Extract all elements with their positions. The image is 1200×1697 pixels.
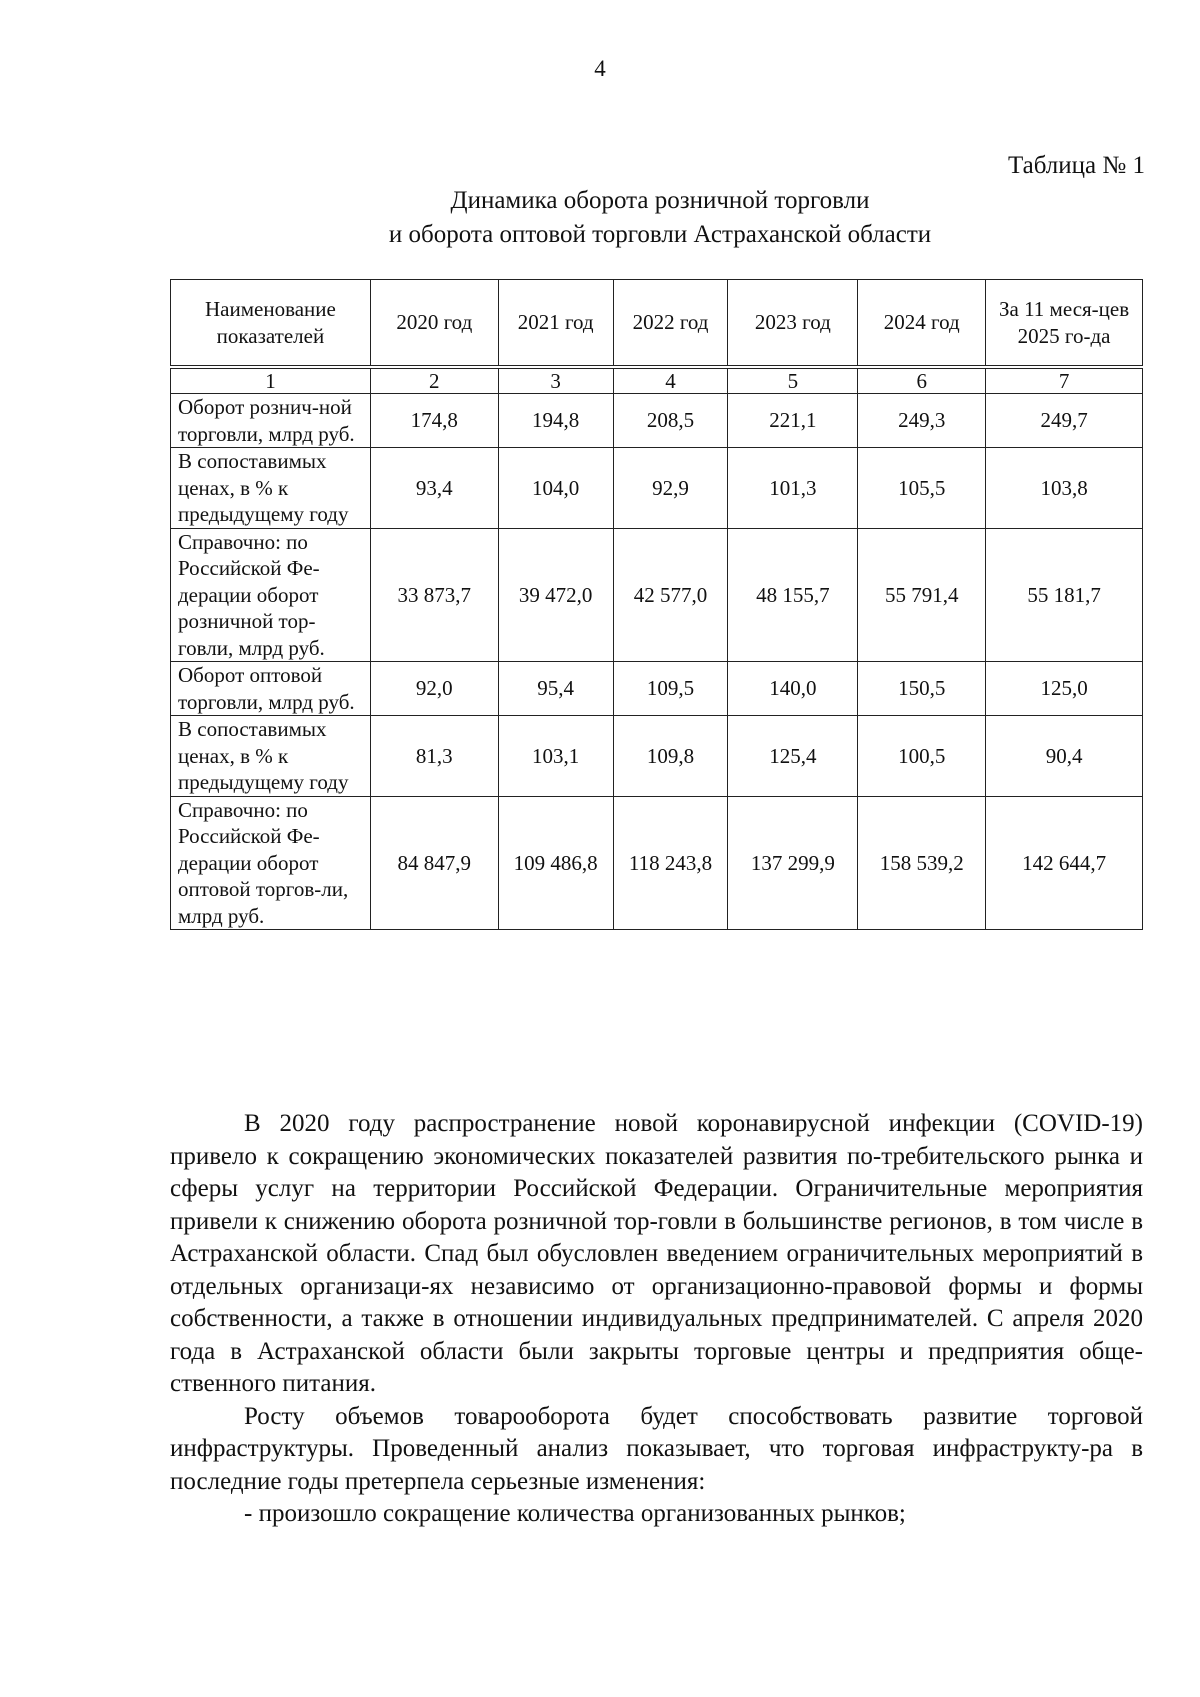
header-cell: 2022 год [613,280,728,368]
row-label: Оборот оптовой торговли, млрд руб. [171,662,371,716]
table-title-line1: Динамика оборота розничной торговли [450,187,870,214]
table-label: Таблица № 1 [1007,152,1145,179]
table-cell: 174,8 [370,394,498,448]
table-title-line2: и оборота оптовой торговли Астраханской области [388,221,932,248]
table-row [171,796,1143,930]
paragraph: В 2020 году распространение новой коронавирусной инфекции (COVID-19) привело к сокращению экономических показателей развития по-требительского рынка и сферы услуг на территории Российской Федерации. Ограничительные мероприятия привели к снижению оборота розничной тор-говли в большинстве регионов, в том числе в Астраханской области. Спад был обусловлен введением ограничительных мероприятий в отдельных организаци-ях независимо от организационно-правовой формы и формы собственности, а также в отношении индивидуальных предпринимателей. С апреля 2020 года в Астраханской области были закрыты торговые центры и предприятия обще-ственного питания. [170,1110,1143,1397]
table-cell: 249,7 [986,394,1143,448]
table-cell: 109 486,8 [498,796,613,930]
row-label: Справочно: по Российской Фе-дерации оборот оптовой торгов-ли, млрд руб. [171,796,371,930]
table-cell: 42 577,0 [613,528,728,662]
header-cell: 2020 год [370,280,498,368]
table-cell: 81,3 [370,716,498,797]
table-row [171,528,1143,662]
table-cell: 208,5 [613,394,728,448]
table-cell: 142 644,7 [986,796,1143,930]
table-row [171,662,1143,716]
header-cell: Наименование показателей [171,280,371,368]
table-cell: 137 299,9 [728,796,858,930]
column-number: 2 [370,367,498,394]
table-cell: 90,4 [986,716,1143,797]
table-cell: 109,5 [613,662,728,716]
table-cell: 33 873,7 [370,528,498,662]
column-number: 7 [986,367,1143,394]
header-cell: 2021 год [498,280,613,368]
table-cell: 125,4 [728,716,858,797]
column-number-row [171,367,1143,394]
table-cell: 95,4 [498,662,613,716]
table-row [171,394,1143,448]
column-number: 1 [171,367,371,394]
table-cell: 92,0 [370,662,498,716]
table-cell: 93,4 [370,448,498,529]
header-cell: 2024 год [858,280,986,368]
paragraph: Росту объемов товарооборота будет способствовать развитие торговой инфраструктуры. Проведенный анализ показывает, что торговая инфраструкту-ра в последние годы претерпела серьезные изменения: [170,1402,1143,1495]
table-cell: 100,5 [858,716,986,797]
table-title [0,184,1200,252]
table-row [171,716,1143,797]
table-cell: 249,3 [858,394,986,448]
table-header-row [171,280,1143,368]
table-cell: 103,1 [498,716,613,797]
data-table [170,279,1143,930]
table-cell: 150,5 [858,662,986,716]
body-text [170,1108,1143,1531]
table-cell: 39 472,0 [498,528,613,662]
header-cell: 2023 год [728,280,858,368]
table-cell: 158 539,2 [858,796,986,930]
table-cell: 55 791,4 [858,528,986,662]
row-label: Оборот рознич-ной торговли, млрд руб. [171,394,371,448]
table-cell: 92,9 [613,448,728,529]
row-label: В сопоставимых ценах, в % к предыдущему году [171,716,371,797]
column-number: 4 [613,367,728,394]
table-cell: 140,0 [728,662,858,716]
table-cell: 103,8 [986,448,1143,529]
table-cell: 125,0 [986,662,1143,716]
table-cell: 55 181,7 [986,528,1143,662]
page-number: 4 [594,56,606,81]
table-cell: 221,1 [728,394,858,448]
row-label: Справочно: по Российской Фе-дерации оборот розничной тор-говли, млрд руб. [171,528,371,662]
table-cell: 104,0 [498,448,613,529]
header-cell: За 11 меся-цев 2025 го-да [986,280,1143,368]
table-cell: 118 243,8 [613,796,728,930]
table-cell: 84 847,9 [370,796,498,930]
table-cell: 48 155,7 [728,528,858,662]
column-number: 3 [498,367,613,394]
table-cell: 109,8 [613,716,728,797]
table-cell: 194,8 [498,394,613,448]
row-label: В сопоставимых ценах, в % к предыдущему году [171,448,371,529]
column-number: 5 [728,367,858,394]
table-cell: 101,3 [728,448,858,529]
bullet-item: - произошло сокращение количества организованных рынков; [244,1500,906,1527]
table-row [171,448,1143,529]
column-number: 6 [858,367,986,394]
table-cell: 105,5 [858,448,986,529]
